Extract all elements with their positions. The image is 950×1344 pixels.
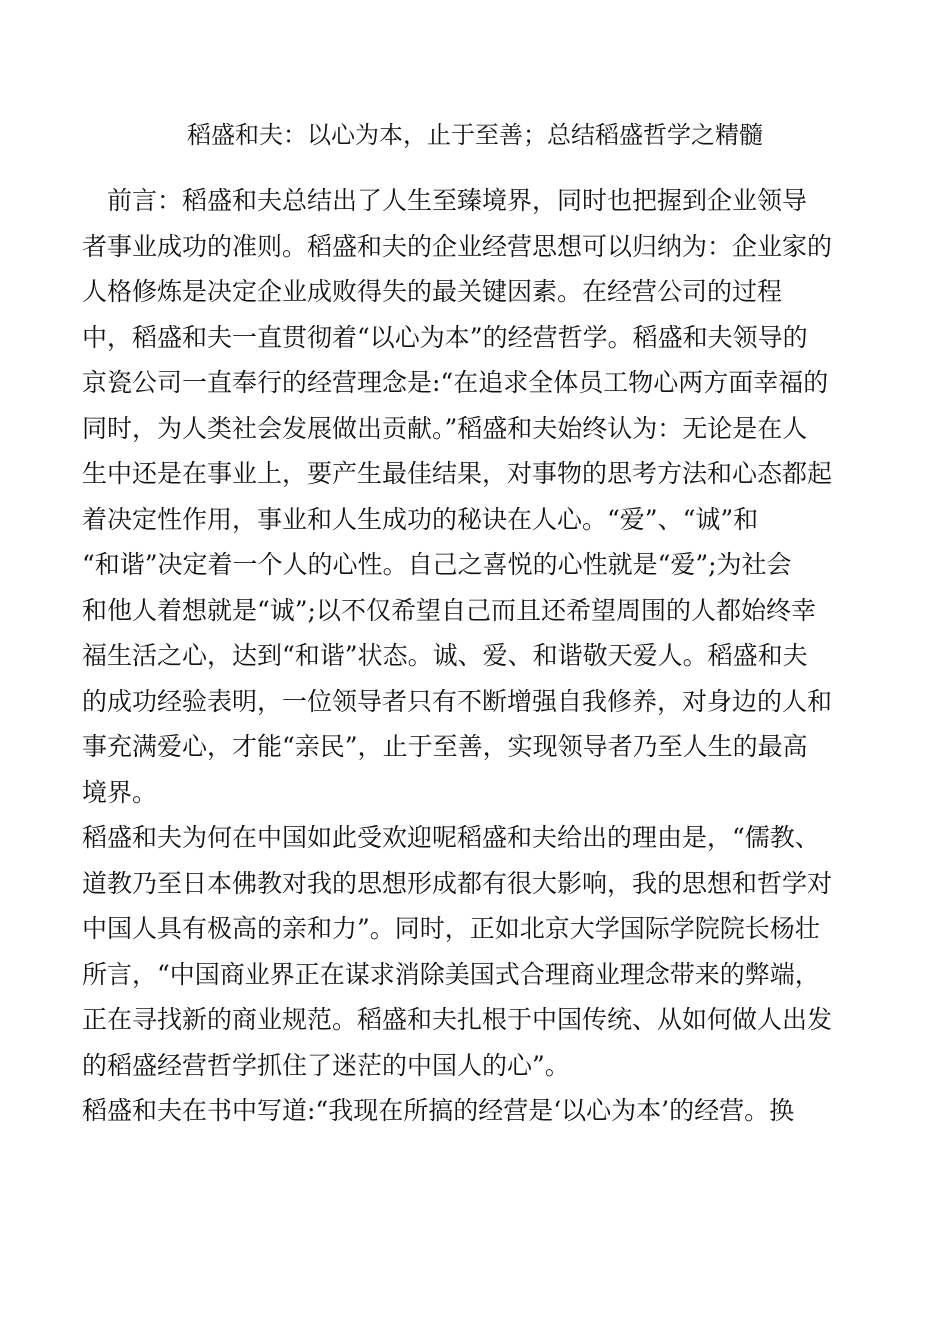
text-line: 京瓷公司一直奉行的经营理念是:“在追求全体员工物心两方面幸福的 (82, 368, 829, 397)
text-line: 境界。 (82, 777, 158, 807)
text-line: 着决定性作用，事业和人生成功的秘诀在人心。“爱”、“诚”和 (82, 504, 759, 534)
text-line: 稻盛和夫为何在中国如此受欢迎呢稻盛和夫给出的理由是，“儒教、 (82, 823, 820, 852)
text-line: 道教乃至日本佛教对我的思想形成都有很大影响，我的思想和哲学对 (82, 868, 833, 898)
text-line: 中，稻盛和夫一直贯彻着“以心为本”的经营哲学。稻盛和夫领导的 (82, 322, 808, 352)
text-line: 的稻盛经营哲学抓住了迷茫的中国人的心”。 (82, 1050, 570, 1080)
document-title: 稻盛和夫：以心为本，止于至善；总结稻盛哲学之精髓 (187, 121, 763, 149)
text-line: 正在寻找新的商业规范。稻盛和夫扎根于中国传统、从如何做人出发 (82, 1005, 833, 1034)
text-line: 人格修炼是决定企业成败得失的最关键因素。在经营公司的过程 (82, 277, 783, 306)
text-line: 中国人具有极高的亲和力”。同时，正如北京大学国际学院院长杨壮 (82, 914, 820, 943)
text-line: 同时，为人类社会发展做出贡献。”稻盛和夫始终认为：无论是在人 (82, 413, 808, 443)
text-line: 福生活之心，达到“和谐”状态。诚、爱、和谐敬天爱人。稻盛和夫 (82, 641, 808, 670)
text-line: 生中还是在事业上，要产生最佳结果，对事物的思考方法和心态都起 (82, 459, 833, 488)
text-line: 所言，“中国商业界正在谋求消除美国式合理商业理念带来的弊端， (82, 959, 820, 989)
document-body (82, 178, 872, 1134)
text-line: 前言：稻盛和夫总结出了人生至臻境界，同时也把握到企业领导 (82, 186, 808, 215)
text-line: 的成功经验表明，一位领导者只有不断增强自我修养，对身边的人和 (82, 686, 833, 716)
text-line: 和他人着想就是“诚”;以不仅希望自己而且还希望周围的人都始终幸 (82, 595, 816, 625)
text-line: 事充满爱心，才能“亲民”，止于至善，实现领导者乃至人生的最高 (82, 732, 808, 761)
text-line: 者事业成功的准则。稻盛和夫的企业经营思想可以归纳为：企业家的 (82, 231, 833, 261)
text-line: 稻盛和夫在书中写道:“我现在所搞的经营是‘以心为本’的经营。换 (82, 1096, 795, 1125)
text-line: “和谐”决定着一个人的心性。自己之喜悦的心性就是“爱”;为社会 (82, 550, 792, 579)
